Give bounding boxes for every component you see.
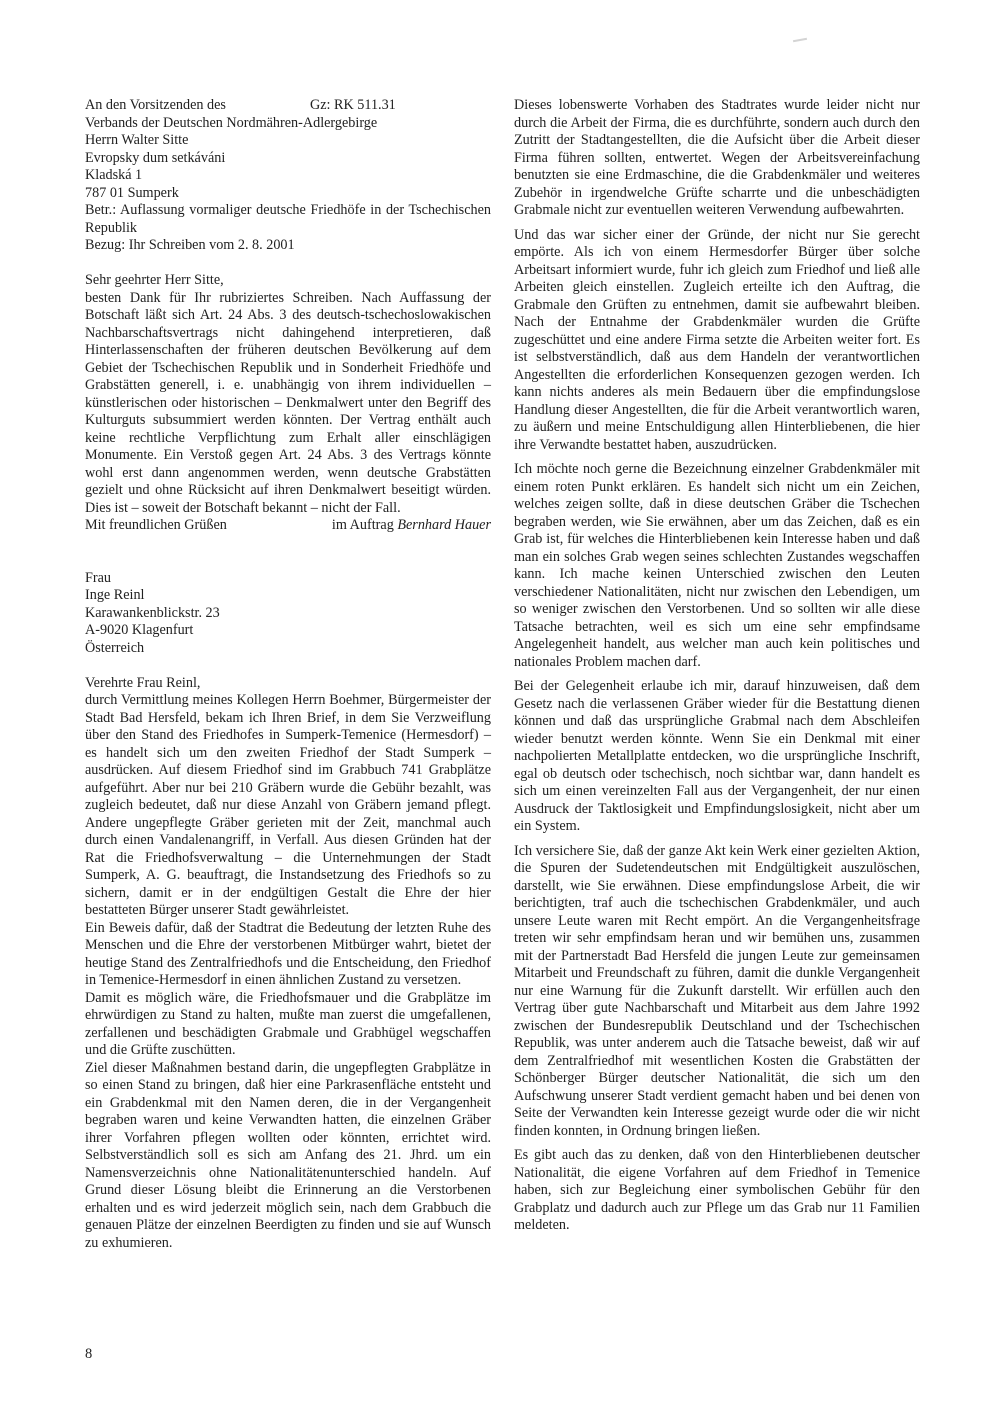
address-line: 787 01 Sumperk: [85, 184, 179, 201]
paragraph: durch Vermittlung meines Kollegen Herrn Boehmer, Bürgermeister der Stadt Bad Hersfeld, bekam ich Ihren Brief, in dem Sie Verzweiflung über den Stand des Friedhofes in Sumperk-Temenice (Hermesdorf) – es handelt sich um den zweiten Friedhof der Stadt Sumperk – ausdrücken. Auf diesem Friedhof sind im Grabbuch 741 Grabplätze aufgeführt. Aber nur bei 210 Gräbern wurde die Gebühr bezahlt, was zugleich bedeutet, daß nur diese Anzahl von Gräbern jemand pflegt. Andere ungepflegte Gräber gerieten mit der Zeit, manchmal auch durch einen Vandalenangriff, in Verfall. Aus diesen Gründen hat der Rat die Friedhofsverwaltung – die Unternehmungen der Stadt Sumperk, A. G. beauftragt, die Instandsetzung des Friedhofs so zu sichern, damit er in der endgültigen Gestalt die Ehre der hier bestatteten Bürger unserer Stadt gewährleistet.: [85, 692, 491, 918]
paragraph: Es gibt auch das zu denken, daß von den Hinterbliebenen deutscher Nationalität, die eigene Vorfahren auf dem Friedhof in Temenice haben, sich zur Begleichung einer symbolischen Gebühr für den Grabplatz und dadurch auch zur Pflege um das Grab nur 11 Familien meldeten.: [514, 1147, 920, 1233]
paragraph: Ziel dieser Maßnahmen bestand darin, die ungepflegten Grabplätze in so einen Stand zu bringen, daß hier eine Parkrasenfläche entsteht und ein Grabdenkmal mit den Namen deren, die in der Vergangenheit begraben waren und keine Verwandten hatten, die einzelnen Gräber ihrer Vorfahren pflegen wollten oder könnten, errichtet wird. Selbstverständlich soll es sich am Anfang des 21. Jhrd. um ein Namensverzeichnis ohne Nationalitätenunterschied handeln. Auf Grund dieser Lösung bleibt die Erinnerung an die Verstorbenen erhalten und es wird jederzeit möglich sein, nach dem Grabbuch die genauen Plätze der einzelnen Beerdigten zu finden und sie auf Wunsch zu exhumieren.: [85, 1059, 491, 1251]
closing-line: [85, 517, 491, 535]
closing-formula: Mit freundlichen Grüßen: [85, 517, 227, 533]
paragraph: Ich versichere Sie, daß der ganze Akt kein Werk einer gezielten Aktion, die Spuren der Sudetendeutschen mit Endgültigkeit auszulöschen, darstellt, wie Sie erwähnen. Diese empfindungslose Arbeit, die wir berichtigten, traf auch die tschechischen Grabdenkmäler, und auch unsere Leute waren mit Recht empört. An die Vergangenheitsfrage treten wir sehr empfindsam heran und wir bemühen uns, zusammen mit der Partnerstadt Bad Hersfeld die jungen Leute zur gemeinsamen Mitarbeit und Freundschaft zu führen, damit die dunkle Vergangenheit nur eine Warnung für die Zukunft darstellt. Wir erfüllen auch den Vertrag über gute Nachbarschaft und Mitarbeit aus dem Jahre 1992 zwischen der Bundesrepublik Deutschland und der Tschechischen Republik, was unter anderem auch die Tatsache beweist, daß wir auf dem Zentralfriedhof mit wesentlichen Kosten die Grabstätten der Schönberger Bürger deutscher Nationalität, die sich um den Aufschwung unserer Stadt verdient gemacht haben und bei denen von Seite der Verwandten kein Interesse gezeigt wurde oder die wir nicht finden konnten, in Ordnung bringen ließen.: [514, 842, 920, 1139]
address-line: Frau: [85, 569, 112, 586]
signature: [332, 517, 491, 535]
spacer: [85, 255, 491, 273]
body-paragraphs: [85, 692, 491, 1252]
recipient-text: An den Vorsitzenden des: [85, 97, 226, 113]
paragraph: Dieses lobenswerte Vorhaben des Stadtrates wurde leider nicht nur durch die Arbeit der Firma, die es durchführte, sondern auch durch den Zutritt der Stadtangestellten, die die Aufsicht über die Arbeit dieser Firma führen sollten, entwertet. Wegen der Arbeitsvereinfachung benutzten sie eine Erdmaschine, die die Grabdenkmäler und weiteres Zubehör in irgendwelche Grüfte scharrte und die unbeschädigten Grabmale nicht zur eventuellen weiteren Verwendung aufbewahrten.: [514, 97, 920, 218]
subject-line: Betr.: Auflassung vormaliger deutsche Friedhöfe in der Tschechischen Republik: [85, 202, 491, 236]
letter-body: besten Dank für Ihr rubriziertes Schreiben. Nach Auffassung der Botschaft läßt sich Art. 24 Abs. 3 des deutsch-tschechoslowakischen Nachbarschaftsvertrags nicht dahingehend interpretieren, daß Hinterlassenschaften der früheren deutschen Bevölkerung auf dem Gebiet der Tschechischen Republik und in Sonderheit Friedhöfe und Grabstätten generell, i. e. unabhängig von ihrem individuellen – künstlerischen oder historischen – Denkmalwert unter den Begriff des Kulturguts subsummiert werden könnten. Der Vertrag enthält auch keine rechtliche Verpflichtung zum Erhalt aller einschlägigen Monumente. Ein Verstoß gegen Art. 24 Abs. 3 des Vertrags könnte wohl erst dann angenommen werden, wenn deutsche Grabstätten gezielt und ohne Rücksicht auf ihren Denkmalwert beseitigt würden. Dies ist – soweit der Botschaft bekannt – nicht der Fall.: [85, 289, 491, 516]
salutation: Sehr geehrter Herr Sitte,: [85, 272, 224, 288]
letter-mayor-reply: [85, 570, 491, 1253]
recipient-address-block: [85, 570, 491, 658]
spacer: [85, 535, 491, 570]
address-line: A-9020 Klagenfurt: [85, 622, 194, 638]
address-line: Herrn Walter Sitte: [85, 132, 189, 148]
address-line: Kladská 1: [85, 167, 143, 183]
address-line: Karawankenblickstr. 23: [85, 604, 220, 621]
letter-embassy-reply: [85, 97, 491, 535]
address-line: Verbands der Deutschen Nordmähren-Adlergebirge: [85, 114, 378, 131]
scan-artifact: [793, 38, 807, 42]
signature-prefix: im Auftrag: [331, 517, 398, 533]
left-column: [85, 97, 491, 1252]
file-reference: Gz: RK 511.31: [310, 97, 396, 113]
salutation: Verehrte Frau Reinl,: [85, 674, 201, 691]
paragraph: Damit es möglich wäre, die Friedhofsmauer und die Grabplätze im ehrwürdigen zu Stand zu halten, mußte man zuerst die umgefallenen, zerfallenen und beschädigten Grabmale und Grabhügel wegschaffen und die Grüfte zuschütten.: [85, 989, 491, 1058]
reference-line: Bezug: Ihr Schreiben vom 2. 8. 2001: [85, 237, 295, 253]
letter-text-columns: [85, 97, 920, 1252]
paragraph: Bei der Gelegenheit erlaube ich mir, darauf hinzuweisen, daß dem Gesetz nach die verlassenen Gräber wieder für die Bestattung dienen können und daß das ursprüngliche Grabmal nach dem Abschleifen wieder benutzt werden könnte. Wenn Sie ein Denkmal mit einer nachpolierten Metallplatte entdecken, wo die ursprüngliche Inschrift, egal ob deutsch oder tschechisch, noch sichtbar war, dann handelt es sich um einen vereinzelten Fall aus der Vergangenheit, der nur einen Ausdruck der Taktlosigkeit und Empfindungslosigkeit, nicht aber um ein System.: [514, 678, 920, 834]
recipient-address-block: [85, 115, 491, 203]
body-paragraphs: [514, 97, 920, 1235]
recipient-line: [85, 97, 491, 115]
signature-name: Bernhard Hauer: [397, 517, 491, 533]
spacer: [85, 657, 491, 675]
address-line: Österreich: [85, 639, 145, 656]
paragraph: Ein Beweis dafür, daß der Stadtrat die Bedeutung der letzten Ruhe des Menschen und die Ehre der verstorbenen Mitbürger wahrt, bietet der heutige Stand des Zentralfriedhofs und die Entscheidung, den Friedhof in Temenice-Hermesdorf in einen ähnlichen Zustand zu versetzen.: [85, 919, 491, 988]
page-number: 8: [85, 1346, 93, 1362]
right-column: [514, 97, 920, 1252]
paragraph: Und das war sicher einer der Gründe, der nicht nur Sie gerecht empörte. Als ich von einem Hermesdorfer Bürger über solche Arbeitsart informiert wurde, fuhr ich gleich zum Friedhof und ließ alle Arbeiten gleich einstellen. Zugleich erteilte ich den Auftrag, die Grabmale den Grüften zu entnehmen, damit sie aufbewahrt bleiben. Nach der Entnahme der Grabdenkmäler wurden die Grüfte zugeschüttet und eine andere Firma setzte die Arbeiten weiter fort. Es ist selbstverständlich, daß aus dem Handeln der verantwortlichen Angestellten die erforderlichen Konsequenzen gezogen werden. Ich kann nichts anderes als mein Bedauern über die empfindungslose Handlung dieser Angestellten, die für die Arbeit verantwortlich waren, zu äußern und meine Entschuldigung allen Hinterbliebenen, die hier ihre Verwandte bestattet haben, auszudrücken.: [514, 226, 920, 453]
address-line: Inge Reinl: [85, 587, 145, 603]
paragraph: Ich möchte noch gerne die Bezeichnung einzelner Grabdenkmäler mit einem roten Punkt erklären. Es handelt sich nicht um ein Zeichen, welches zeigen sollte, daß in diese deutschen Gräber die Tschechen begraben werden, wie Sie erwähnen, aber um das Zeichen, daß es ein Grab ist, für welches die Hinterbliebenen kein Interesse haben und daß man ein solches Grab wegen seines schlechten Zustandes wegschaffen kann. Ich mache keinen Unterschied zwischen den Leuten verschiedener Nationalitäten, nicht nur zwischen den Lebendigen, um so weniger zwischen den Verstorbenen. Und so sollten wir alle diese Tatsache betrachten, weil es sich um eine sehr empfindsame Angelegenheit handelt, aus welcher man auch kein politisches und nationales Problem machen darf.: [514, 461, 920, 670]
address-line: Evropsky dum setkáváni: [85, 149, 226, 166]
